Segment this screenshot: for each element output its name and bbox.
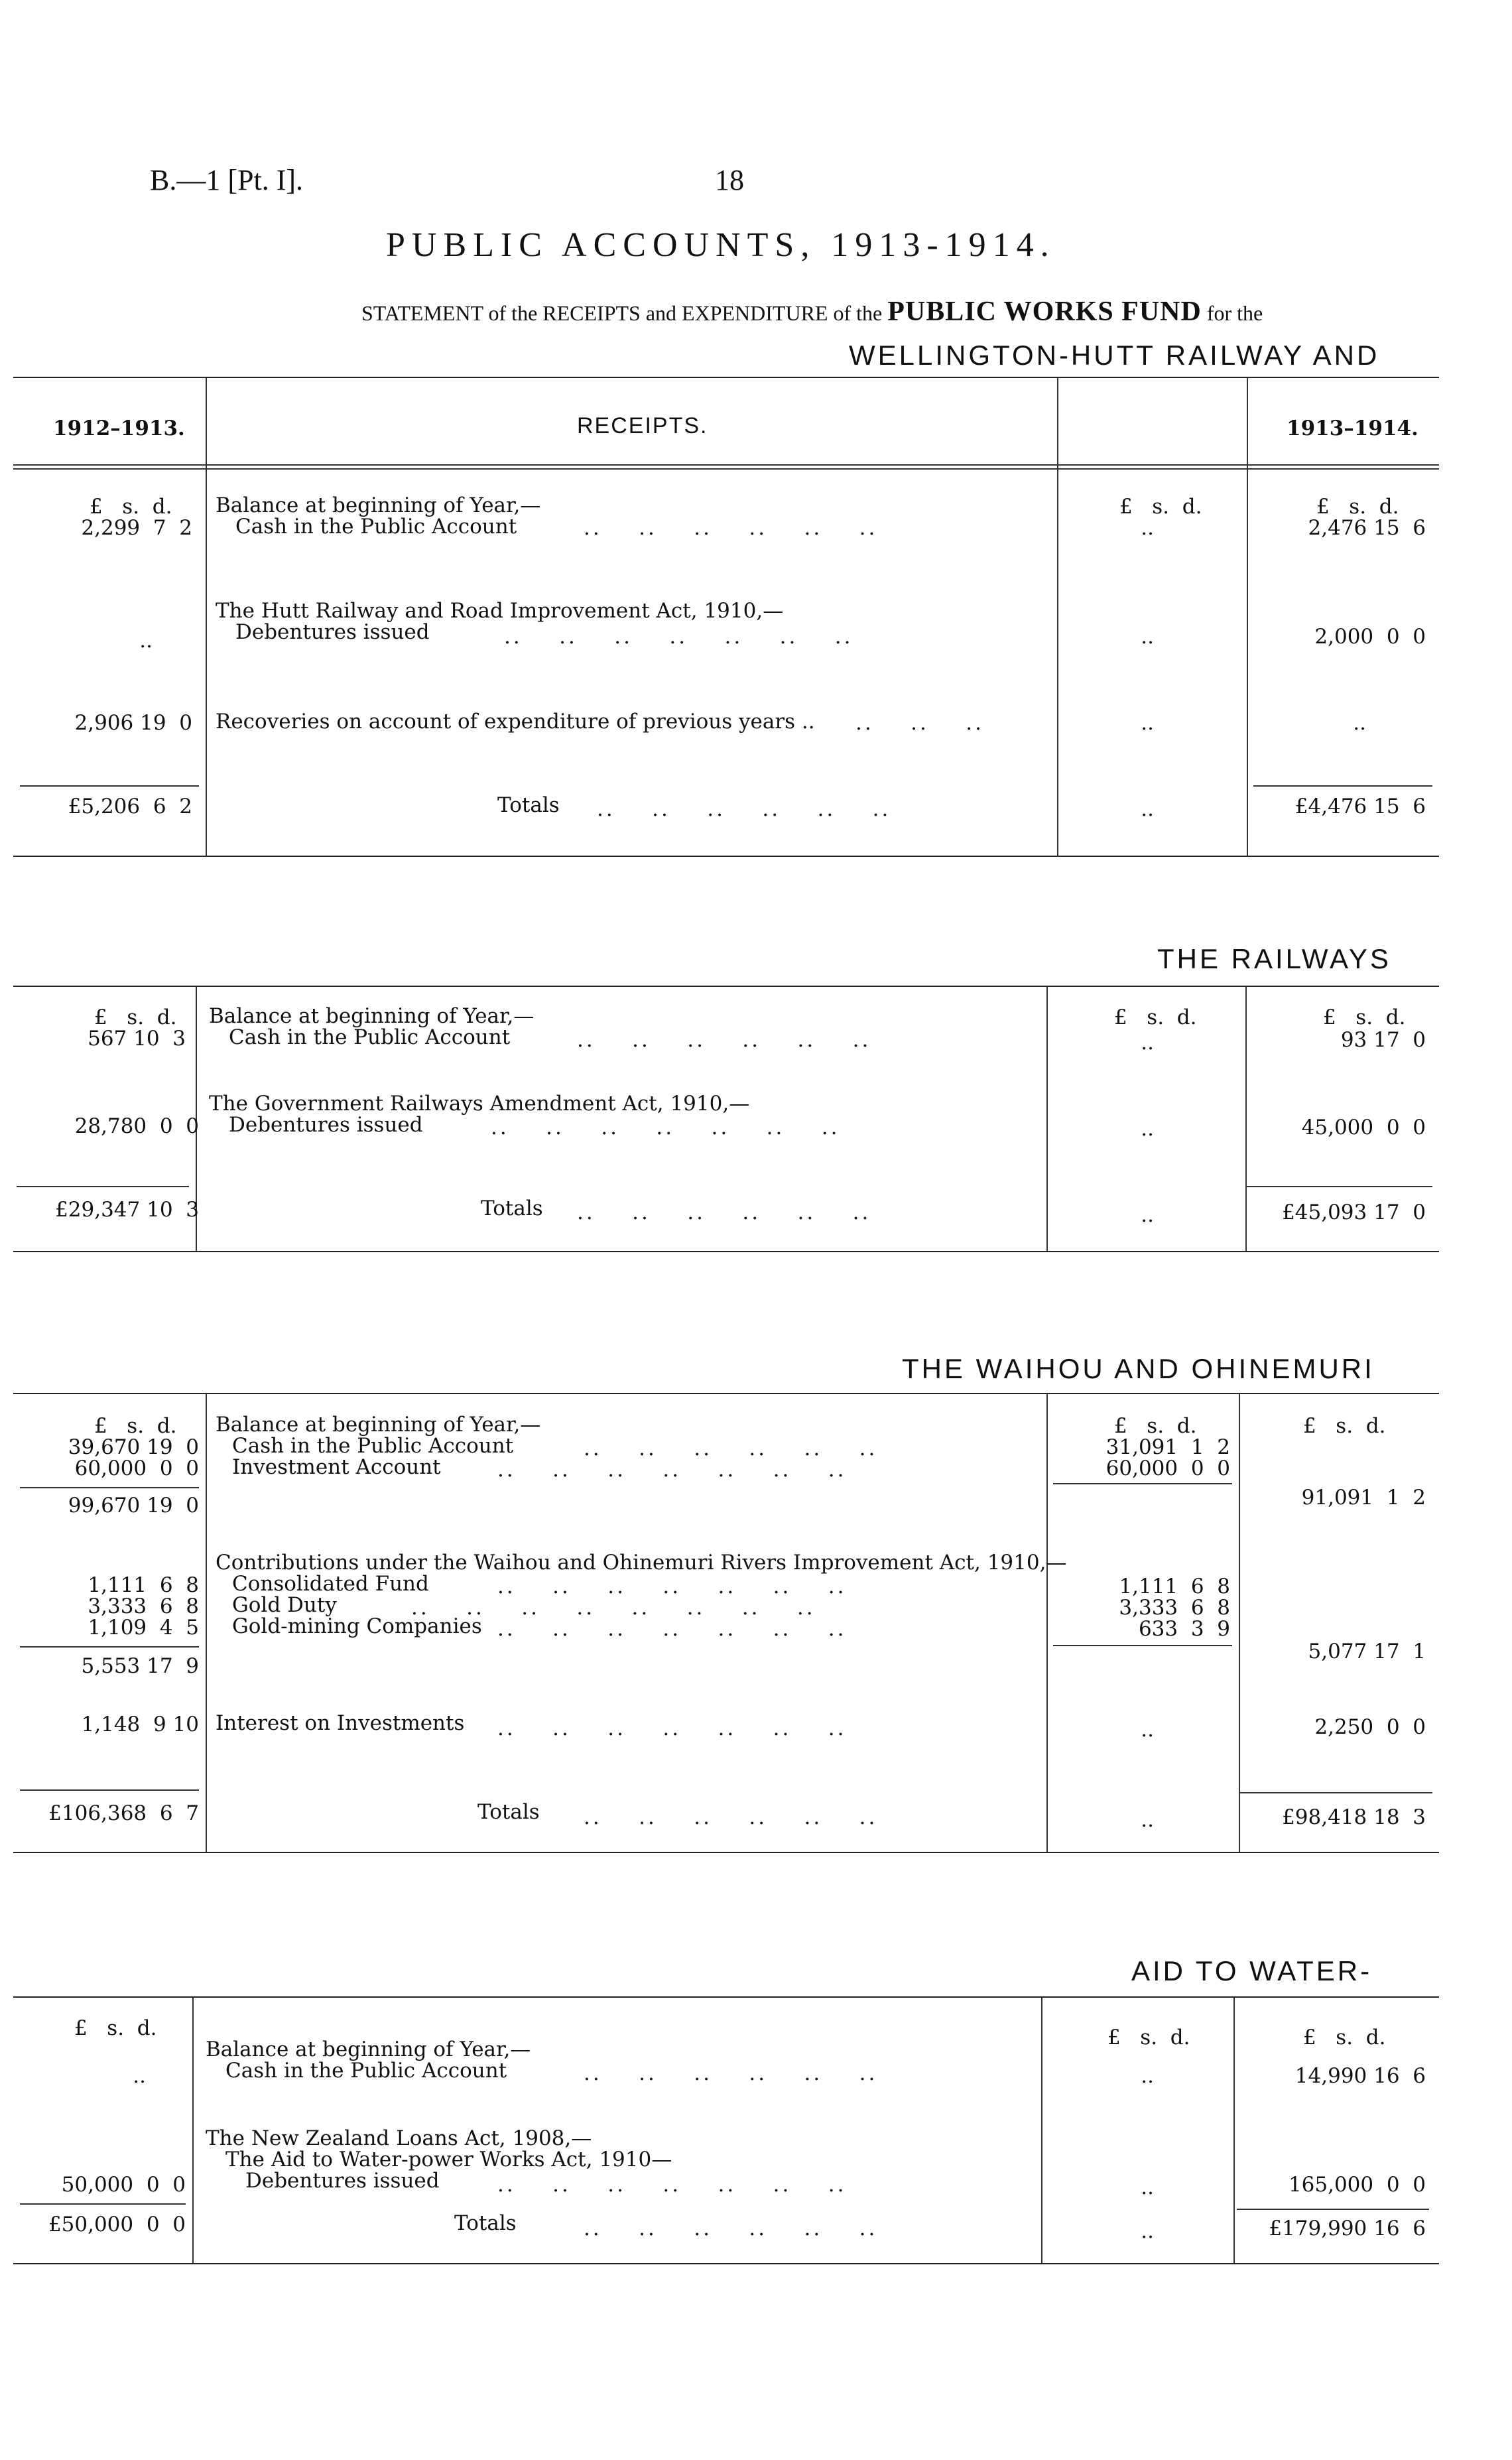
row-label: Interest on Investments (216, 1711, 465, 1735)
page-title: PUBLIC ACCOUNTS, 1913-1914. (386, 226, 1056, 264)
money-head-mid: £ s. d. (1119, 495, 1202, 519)
money-head-prev: £ s. d. (90, 495, 172, 519)
mid-amount: 31,091 1 2 (1105, 1435, 1230, 1459)
mid-total: .. (1141, 2219, 1154, 2243)
total-prev: £50,000 0 0 (48, 2213, 186, 2236)
row-sublabel: Cash in the Public Account (225, 2059, 507, 2083)
prev-amount: 567 10 3 (88, 1027, 186, 1051)
dot-leaders: .. .. .. .. .. .. .. (497, 1575, 847, 1598)
table-waihou (13, 1393, 1439, 1853)
money-head-prev: £ s. d. (94, 1005, 177, 1029)
fund-name: PUBLIC WORKS FUND (887, 296, 1202, 327)
total-prev: £106,368 6 7 (48, 1801, 199, 1825)
row-label: Balance at beginning of Year,— (216, 1413, 541, 1437)
row-sublabel: Investment Account (232, 1455, 441, 1479)
mid-amount: 60,000 0 0 (1105, 1457, 1230, 1480)
total-curr: £4,476 15 6 (1294, 795, 1426, 818)
money-head-mid: £ s. d. (1114, 1414, 1197, 1438)
total-curr: £45,093 17 0 (1282, 1200, 1426, 1224)
col-header-prev-year: 1912–1913. (53, 417, 185, 440)
row-sublabel: Debentures issued (245, 2169, 440, 2193)
mid-amount: .. (1141, 2175, 1154, 2199)
row-label: The New Zealand Loans Act, 1908,— (206, 2126, 592, 2150)
dot-leaders: .. .. .. .. .. .. .. (504, 625, 853, 649)
row-sublabel: Consolidated Fund (232, 1572, 429, 1596)
money-head-prev: £ s. d. (94, 1414, 177, 1438)
totals-label: Totals (454, 2211, 517, 2235)
prev-subtotal: 5,553 17 9 (81, 1654, 199, 1678)
table-railways (13, 986, 1439, 1252)
money-head-curr: £ s. d. (1316, 495, 1399, 519)
total-prev: £29,347 10 3 (55, 1198, 199, 1222)
curr-amount: .. (1353, 711, 1366, 735)
money-head-curr: £ s. d. (1303, 1414, 1386, 1438)
row-sublabel: The Aid to Water-power Works Act, 1910— (225, 2148, 672, 2171)
prev-amount: 3,333 6 8 (88, 1594, 199, 1618)
mid-amount: .. (1141, 625, 1154, 649)
prev-amount: 50,000 0 0 (61, 2173, 186, 2197)
total-curr: £98,418 18 3 (1282, 1805, 1426, 1829)
mid-amount: .. (1141, 516, 1154, 540)
prev-subtotal: 99,670 19 0 (68, 1494, 199, 1518)
totals-label: Totals (477, 1800, 540, 1824)
mid-total: .. (1141, 797, 1154, 821)
dot-leaders: .. .. .. .. .. .. .. (497, 1716, 847, 1740)
statement-heading (361, 296, 1263, 328)
col-header-curr-year: 1913–1914. (1287, 417, 1418, 440)
total-prev: £5,206 6 2 (68, 795, 192, 818)
dot-leaders: .. .. .. .. .. .. (584, 2217, 878, 2240)
dot-leaders: .. .. .. .. .. .. .. .. (411, 1596, 816, 1620)
dot-leaders: .. .. .. .. .. .. .. (497, 1458, 847, 1482)
table-aid-to-water (13, 1996, 1439, 2264)
mid-amount: 633 3 9 (1138, 1617, 1230, 1641)
prev-amount: 2,299 7 2 (81, 516, 192, 540)
total-curr: £179,990 16 6 (1269, 2217, 1426, 2240)
for-the: for the (1206, 301, 1263, 325)
money-head-mid: £ s. d. (1107, 2026, 1190, 2049)
row-label: Balance at beginning of Year,— (216, 493, 541, 517)
prev-amount: .. (139, 629, 153, 653)
row-sublabel: Debentures issued (229, 1113, 423, 1137)
prev-amount: 1,111 6 8 (88, 1573, 199, 1597)
dot-leaders: .. .. .. .. .. .. (584, 516, 878, 540)
page-number: 18 (715, 164, 744, 196)
dot-leaders: .. .. .. .. .. .. (577, 1200, 871, 1224)
prev-amount: 28,780 0 0 (74, 1114, 199, 1138)
dot-leaders: .. .. .. .. .. .. .. (497, 2173, 847, 2197)
curr-amount: 91,091 1 2 (1301, 1486, 1426, 1510)
totals-label: Totals (481, 1197, 543, 1220)
dot-leaders: .. .. .. (855, 711, 984, 735)
row-label: Balance at beginning of Year,— (209, 1004, 535, 1028)
money-head-mid: £ s. d. (1114, 1005, 1197, 1029)
curr-amount: 5,077 17 1 (1308, 1640, 1426, 1663)
mid-amount: 1,111 6 8 (1119, 1575, 1230, 1598)
table-wellington-hutt (13, 377, 1439, 857)
dot-leaders: .. .. .. .. .. .. (584, 2061, 878, 2085)
row-sublabel: Debentures issued (235, 620, 430, 644)
statement-prefix: STATEMENT of the RECEIPTS and EXPENDITURE of the (361, 301, 883, 325)
mid-amount: .. (1141, 1718, 1154, 1742)
money-head-curr: £ s. d. (1303, 2026, 1386, 2049)
dot-leaders: .. .. .. .. .. .. .. (491, 1116, 840, 1139)
row-label: Recoveries on account of expenditure of previous years .. (216, 710, 815, 734)
prev-amount: 39,670 19 0 (68, 1435, 199, 1459)
curr-amount: 2,476 15 6 (1308, 516, 1426, 540)
prev-amount: 60,000 0 0 (74, 1457, 199, 1480)
volume-reference: B.—1 [Pt. I]. (150, 164, 303, 196)
col-header-receipts: RECEIPTS. (577, 413, 708, 438)
section-title-waihou: THE WAIHOU AND OHINEMURI (902, 1353, 1375, 1384)
curr-amount: 2,000 0 0 (1314, 625, 1426, 649)
mid-total: .. (1141, 1203, 1154, 1227)
curr-amount: 93 17 0 (1340, 1028, 1426, 1052)
row-label: Contributions under the Waihou and Ohinemuri Rivers Improvement Act, 1910,— (216, 1551, 1067, 1575)
mid-amount: .. (1141, 1117, 1154, 1141)
row-sublabel: Cash in the Public Account (235, 515, 517, 539)
dot-leaders: .. .. .. .. .. .. (597, 797, 891, 821)
curr-amount: 2,250 0 0 (1314, 1715, 1426, 1739)
dot-leaders: .. .. .. .. .. .. (584, 1805, 878, 1829)
prev-amount: 2,906 19 0 (74, 711, 192, 735)
mid-total: .. (1141, 1808, 1154, 1832)
mid-amount: 3,333 6 8 (1119, 1596, 1230, 1620)
row-label: The Government Railways Amendment Act, 1910,— (209, 1092, 750, 1116)
row-sublabel: Cash in the Public Account (232, 1434, 514, 1458)
row-sublabel: Gold Duty (232, 1593, 337, 1617)
totals-label: Totals (497, 793, 560, 817)
curr-amount: 45,000 0 0 (1301, 1116, 1426, 1139)
section-title-aid-to-water: AID TO WATER- (1131, 1955, 1373, 1986)
dot-leaders: .. .. .. .. .. .. (577, 1028, 871, 1052)
curr-amount: 14,990 16 6 (1294, 2064, 1426, 2088)
section-title-railways: THE RAILWAYS (1157, 943, 1391, 974)
prev-amount: 1,109 4 5 (88, 1616, 199, 1640)
row-label: Balance at beginning of Year,— (206, 2038, 531, 2061)
section-title-wellington-hutt: WELLINGTON-HUTT RAILWAY AND (849, 340, 1380, 371)
mid-amount: .. (1141, 711, 1154, 735)
prev-amount: 1,148 9 10 (81, 1713, 199, 1736)
dot-leaders: .. .. .. .. .. .. .. (497, 1617, 847, 1641)
curr-amount: 165,000 0 0 (1288, 2173, 1426, 2197)
row-label: The Hutt Railway and Road Improvement Act, 1910,— (216, 599, 784, 623)
row-sublabel: Gold-mining Companies (232, 1614, 482, 1638)
dot-leaders: .. .. .. .. .. .. (584, 1437, 878, 1460)
money-head-curr: £ s. d. (1323, 1005, 1406, 1029)
prev-amount: .. (133, 2064, 146, 2088)
money-head-prev: £ s. d. (74, 2016, 157, 2040)
mid-amount: .. (1141, 1031, 1154, 1055)
mid-amount: .. (1141, 2064, 1154, 2088)
row-sublabel: Cash in the Public Account (229, 1025, 511, 1049)
